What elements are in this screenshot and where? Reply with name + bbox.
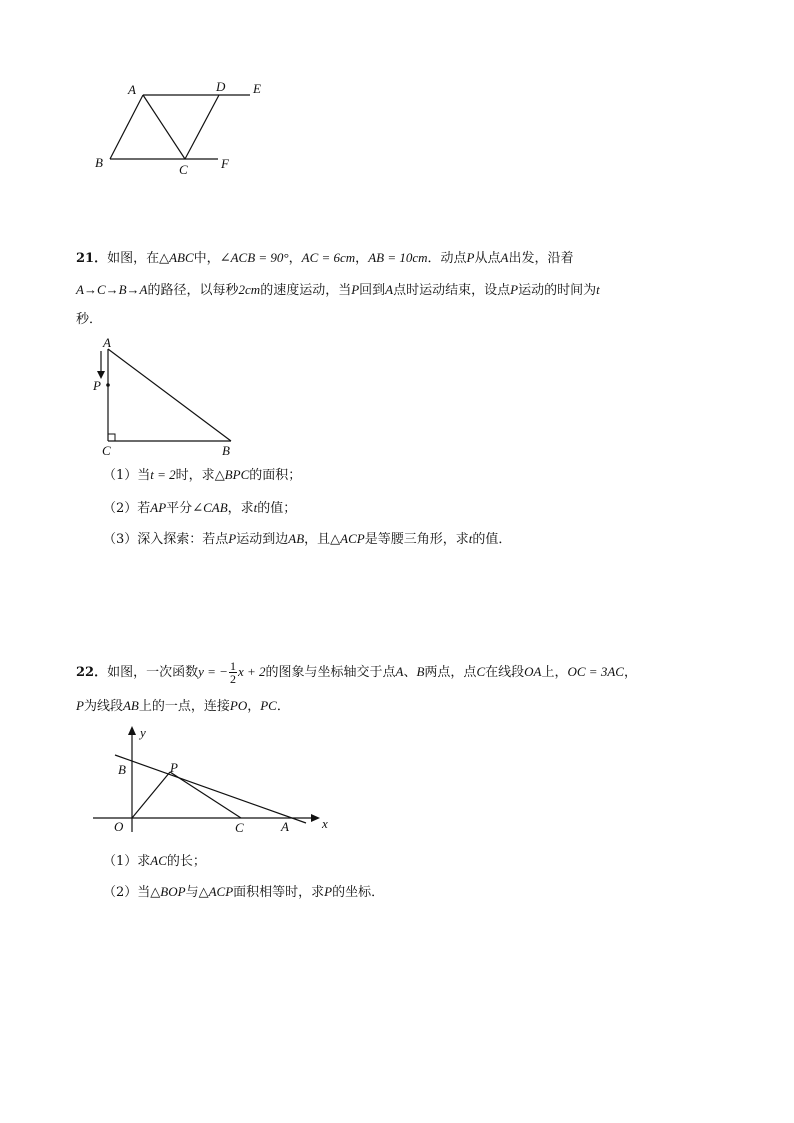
segment-ab: [108, 349, 231, 441]
q22-number: 22．: [76, 665, 108, 680]
text: 是等腰三角形，求: [364, 532, 469, 547]
q21-line-2: [76, 281, 600, 300]
math: t: [253, 500, 258, 515]
label-a: A: [128, 82, 136, 97]
segment-dc: [185, 95, 219, 159]
math: x + 2: [237, 664, 266, 679]
q21-number: 21．: [76, 251, 108, 266]
text: 从点: [474, 251, 501, 266]
q22-line-1: [76, 660, 637, 685]
text: 的值；: [257, 501, 297, 516]
q21-sub-1: [103, 466, 301, 485]
segment-pc: [170, 772, 241, 818]
text: ，: [623, 665, 637, 680]
math: △BOP: [150, 884, 186, 899]
math: A: [500, 250, 509, 265]
math: y = −: [198, 664, 228, 679]
math: 2cm: [238, 282, 261, 297]
q22-line-2: [76, 697, 290, 716]
text: 面积相等时，求: [233, 885, 325, 900]
label-c: C: [102, 443, 111, 458]
text: 如图，在: [107, 251, 160, 266]
fraction-numerator: 1: [229, 659, 236, 673]
text: ，求: [227, 501, 254, 516]
math: AB = 10cm: [368, 250, 428, 265]
parallelogram-figure: [90, 78, 280, 178]
text: （3）深入探索：若点: [103, 532, 229, 547]
q21-line-3: 秒．: [76, 312, 103, 327]
text: 的速度运动，当: [260, 283, 352, 298]
text: 、: [403, 665, 417, 680]
math: PO: [229, 698, 248, 713]
q21-sub-2: [103, 499, 296, 518]
math: △ACP: [198, 884, 234, 899]
label-c: C: [235, 820, 244, 835]
text: 运动到边: [236, 532, 289, 547]
text: 的长；: [166, 854, 206, 869]
text: （1）求: [103, 854, 151, 869]
text: 的面积；: [249, 468, 302, 483]
math: △BPC: [214, 467, 250, 482]
text: 在线段: [485, 665, 525, 680]
label-b: B: [95, 155, 103, 170]
math: A: [385, 282, 394, 297]
segment-ac: [143, 95, 185, 159]
text: 的路径，以每秒: [147, 283, 239, 298]
math: AB: [288, 531, 305, 546]
math: P: [466, 250, 475, 265]
text: 的坐标．: [332, 885, 385, 900]
text: 时，求: [175, 468, 215, 483]
math: PC: [260, 698, 277, 713]
x-axis-arrow: [311, 814, 320, 822]
math: OA: [524, 664, 542, 679]
math: △ABC: [159, 250, 194, 265]
math: AP: [150, 500, 167, 515]
segment-ab: [110, 95, 143, 159]
text: 如图，一次函数: [107, 665, 199, 680]
math: t = 2: [150, 467, 176, 482]
math: P: [76, 698, 84, 713]
text: 的值．: [472, 532, 512, 547]
line-ab: [115, 755, 306, 823]
label-a: A: [103, 335, 111, 350]
text: （2）当: [103, 885, 151, 900]
label-x: x: [322, 816, 328, 831]
segment-op: [132, 772, 170, 818]
text: （1）当: [103, 468, 151, 483]
text: 运动的时间为: [518, 283, 597, 298]
text: 回到: [359, 283, 386, 298]
math: AC = 6cm: [301, 250, 356, 265]
q21-line-1: [76, 249, 573, 268]
right-angle-mark: [108, 434, 115, 441]
q22-sub-1: [103, 852, 206, 871]
text: 的图象与坐标轴交于点: [265, 665, 396, 680]
label-p: P: [170, 760, 178, 775]
label-e: E: [253, 81, 261, 96]
math: AC: [150, 853, 167, 868]
math: OC = 3AC: [567, 664, 624, 679]
text: ．动点: [427, 251, 467, 266]
math: ∠ACB = 90°: [219, 250, 289, 265]
text: ，: [355, 251, 369, 266]
math: t: [468, 531, 473, 546]
math: B: [416, 664, 425, 679]
math: AB: [122, 698, 139, 713]
label-d: D: [216, 79, 226, 94]
math: C: [476, 664, 486, 679]
text: 为线段: [83, 699, 123, 714]
y-axis-arrow: [128, 726, 136, 735]
text: ，且: [304, 532, 331, 547]
text: ，: [247, 699, 261, 714]
math: t: [596, 282, 600, 297]
math: P: [510, 282, 519, 297]
triangle-figure: [88, 334, 248, 460]
text: 与: [185, 885, 199, 900]
text: 上的一点，连接: [138, 699, 230, 714]
math: A: [395, 664, 404, 679]
math: A→C→B→A: [76, 282, 148, 297]
fraction: [229, 660, 237, 685]
math: P: [351, 282, 360, 297]
label-a: A: [281, 819, 289, 834]
fraction-denominator: 2: [229, 672, 236, 686]
label-o: O: [114, 819, 124, 834]
text: 中，: [193, 251, 220, 266]
label-b: B: [118, 762, 126, 777]
coordinate-figure: [88, 722, 338, 838]
math: P: [324, 884, 333, 899]
label-y: y: [140, 725, 146, 740]
label-b: B: [222, 443, 230, 458]
math: P: [228, 531, 237, 546]
point-p: [106, 383, 110, 387]
text: ．: [276, 699, 290, 714]
text: 出发，沿着: [508, 251, 574, 266]
label-p: P: [93, 378, 101, 393]
q21-sub-3: [103, 530, 511, 549]
text: ，: [288, 251, 302, 266]
math: ∠CAB: [192, 500, 228, 515]
text: 平分: [166, 501, 193, 516]
math: △ACP: [330, 531, 365, 546]
text: 两点，点: [424, 665, 477, 680]
text: （2）若: [103, 501, 151, 516]
text: 点时运动结束，设点: [393, 283, 511, 298]
label-c: C: [179, 162, 188, 177]
text: 上，: [541, 665, 568, 680]
q22-sub-2: [103, 883, 384, 902]
label-f: F: [221, 156, 229, 171]
